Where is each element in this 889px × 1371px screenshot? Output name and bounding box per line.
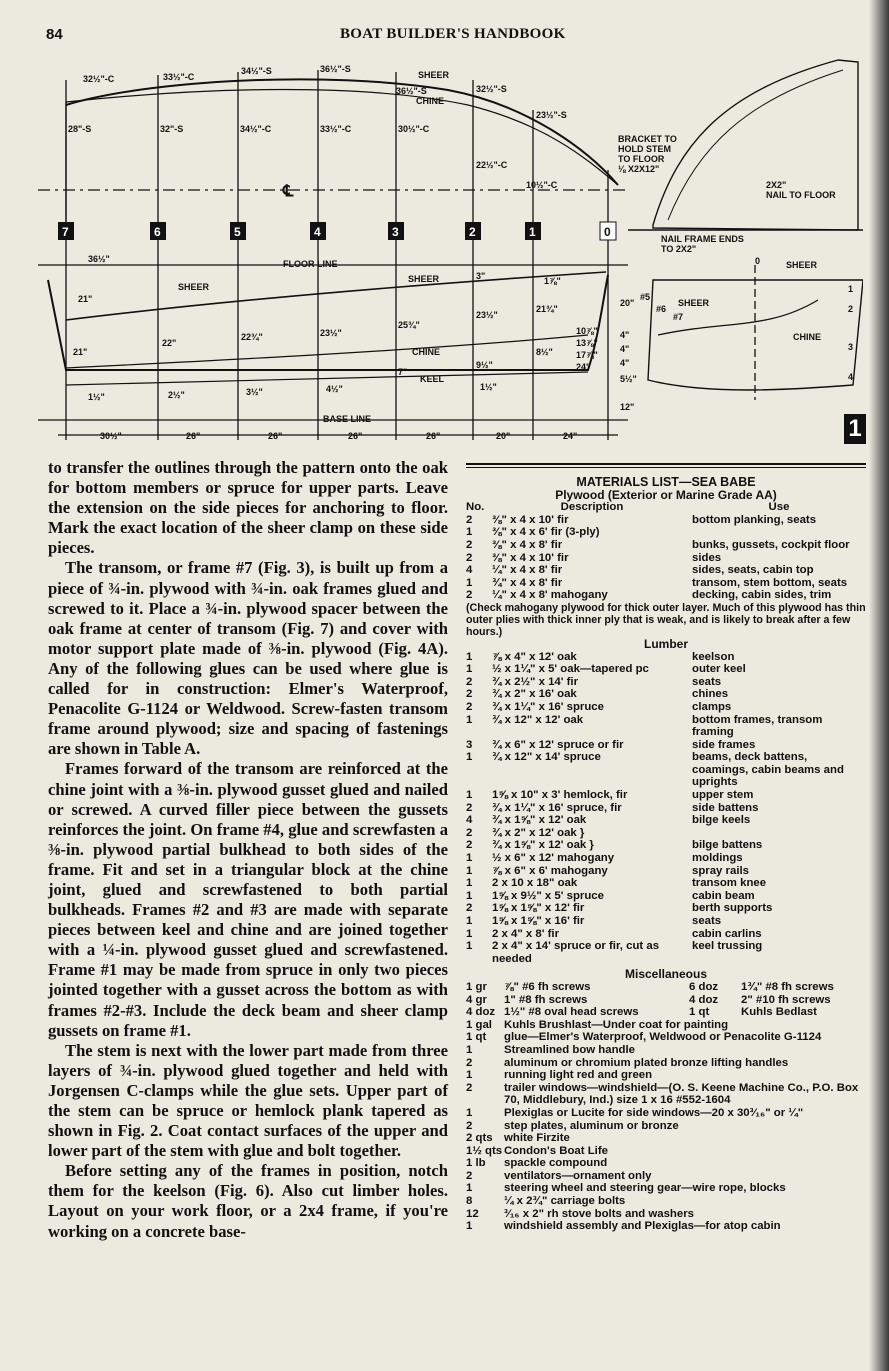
description: ⅜" x 4 x 10' fir	[492, 551, 569, 564]
quantity: 1	[466, 1182, 473, 1195]
quantity: 12	[466, 1207, 479, 1220]
description: ¼" x 4 x 8' mahogany	[492, 589, 608, 602]
use: keel trussing	[692, 940, 763, 953]
body-plan-label: CHINE	[793, 332, 822, 342]
dim-label: 10½"-C	[526, 180, 558, 190]
item: white Firzite	[504, 1132, 570, 1145]
dim-label: 32"-S	[160, 124, 184, 134]
chine-label: CHINE	[416, 96, 445, 106]
quantity: 1 qt	[466, 1031, 487, 1044]
use: cabin beam	[692, 889, 755, 902]
description: 1⅝ x 1⅝" x 16' fir	[492, 915, 585, 927]
quantity: 1	[466, 864, 473, 877]
paragraph: to transfer the outlines through the pattern onto the oak for bottom members or spruce for upper parts. Leave the extension on the side pieces for anchoring to floor. Mark the exact location of the sheer clamp on these side pieces.	[48, 458, 448, 558]
dim-label: 36½"-S	[396, 86, 427, 96]
body-plan-label: 3	[848, 342, 854, 352]
rule	[466, 463, 866, 465]
material-row	[466, 564, 866, 577]
material-row	[466, 852, 866, 865]
misc-pair-row	[466, 1006, 866, 1019]
lumber-list	[466, 651, 866, 966]
quantity: 1	[466, 1220, 473, 1233]
description: ⅞ x 4" x 12' oak	[492, 650, 577, 663]
quantity: 2	[466, 1169, 473, 1182]
paragraph: Frames forward of the transom are reinforced at the chine joint with a ⅜-in. plywood gusset glued and nailed or screwed. A curved filler piece between the gussets reinforces the joint. On frame #4, glue and screwfasten a ⅜-in. plywood partial bulkhead to both sides of the frame. Fit and set in a triangular block at the chine joint, glued and screwfastened to both partial bulkheads. Frames #2 and #3 are made with separate pieces between keel and chine and are joined together with a ¼-in. plywood gusset glued and screwfastened. Frame #1 may be made from spruce in only two pieces jointed together with a gusset across the bottom as with frames #2-#3. Include the deck beam and sheer clamp gussets on frame #1.	[48, 759, 448, 1040]
dim-label: 26"	[348, 431, 363, 441]
quantity: 1	[466, 877, 473, 890]
description: ⅜" x 4 x 10' fir	[492, 513, 569, 526]
dim-label: 34½"-C	[240, 124, 272, 134]
paragraph: The stem is next with the lower part made from three layers of ¾-in. plywood glued together and held with Jorgensen C-clamps while the glue sets. Upper part of the stem can be spruce or hemlock plank tapered as shown in Fig. 2. Coat contact surfaces of the upper and lower part of the stem with glue and bolt together.	[48, 1040, 448, 1161]
dim-label: 5½"	[620, 374, 637, 384]
material-row	[466, 877, 866, 890]
use: transom, stem bottom, seats	[692, 576, 848, 589]
use: spray rails	[692, 864, 749, 877]
dim-label: 23½"	[320, 328, 342, 338]
description: ¾ x 12" x 14' spruce	[492, 751, 601, 764]
quantity: 1	[466, 889, 473, 902]
material-row	[466, 577, 866, 590]
description: ¾ x 2½" x 14' fir	[492, 675, 578, 688]
quantity: 1½ qts	[466, 1144, 503, 1157]
use: cabin carlins	[692, 927, 762, 940]
material-row	[466, 526, 866, 539]
description: ¾ x 6" x 12' spruce or fir	[492, 738, 624, 751]
use: seats	[692, 675, 722, 688]
quantity: 2	[466, 675, 473, 688]
use: upper stem	[692, 789, 754, 802]
item: 1½" #8 oval head screws	[504, 1006, 639, 1019]
description: ¾ x 1¼" x 16' spruce	[492, 700, 604, 713]
material-row	[466, 890, 866, 903]
description: 2 x 10 x 18" oak	[492, 877, 578, 890]
dim-label: 2½"	[168, 390, 185, 400]
body-plan-label: 4	[848, 372, 854, 382]
dim-label: 33½"-C	[320, 124, 352, 134]
dim-label: 22½"-C	[476, 160, 508, 170]
dim-label: 12"	[620, 402, 635, 412]
use: clamps	[692, 700, 732, 713]
item: Kuhls Bedlast	[741, 1006, 817, 1019]
material-row	[466, 940, 866, 965]
dim-label: 24"	[576, 362, 591, 372]
dim-label: 4½"	[326, 384, 343, 394]
description: 1⅝ x 9½" x 5' spruce	[492, 889, 604, 902]
paragraph: The transom, or frame #7 (Fig. 3), is built up from a piece of ¾-in. plywood with ¾-in. oak frames glued and screwed to it. Place a ¾-in. plywood spacer between the oak frame at center of transom (Fig. 7) and cover with motor support plate made of ⅜-in. plywood (Fig. 4A). Any of the following glues can be used where glue is called for in construction: Elmer's Waterproof, Penacolite G-1124 or Weldwood. Screw-fasten transom frame around plywood; size and spacing of fastenings are shown in Table A.	[48, 558, 448, 759]
body-plan-label: #6	[656, 304, 667, 314]
frame-4-label: 4	[314, 225, 321, 239]
dim-label: 24"	[563, 431, 578, 441]
misc-pairs	[466, 981, 866, 1019]
plywood-note: (Check mahogany plywood for thick outer layer. Much of this plywood has thin outer plies with thick inner ply that is weak, and is likely to break after a few hours.)	[466, 601, 866, 638]
quantity: 1	[466, 713, 473, 726]
quantity: 2	[466, 826, 473, 839]
dim-label: 10⅞"	[576, 326, 598, 336]
material-row	[466, 589, 866, 602]
quantity: 1	[466, 1043, 473, 1056]
floor-line-label: FLOOR LINE	[283, 259, 338, 269]
use: seats	[692, 915, 722, 927]
item: step plates, aluminum or bronze	[504, 1119, 679, 1132]
item: 2" #10 fh screws	[741, 993, 831, 1006]
quantity: 2	[466, 538, 473, 551]
description: ¾ x 1⅝" x 12' oak	[492, 814, 587, 827]
use: bottom planking, seats	[692, 513, 817, 526]
quantity: 1 qt	[689, 1006, 710, 1019]
use: sides, seats, cabin top	[692, 564, 814, 577]
description: ⅞ x 6" x 6' mahogany	[492, 864, 608, 877]
item: steering wheel and steering gear—wire rope, blocks	[504, 1182, 786, 1195]
quantity: 1 gal	[466, 1018, 492, 1031]
use: berth supports	[692, 902, 773, 915]
misc-row	[466, 1120, 866, 1133]
frame-number-boxes	[58, 222, 616, 240]
use: outer keel	[692, 663, 746, 676]
quantity: 1	[466, 915, 473, 927]
item: ¼ x 2¾" carriage bolts	[504, 1195, 626, 1208]
page-edge-shadow	[869, 0, 889, 1371]
dim-label: 26"	[426, 431, 441, 441]
quantity: 2	[466, 688, 473, 701]
nail-frame-note: TO 2X2"	[661, 244, 697, 254]
dim-label: 20"	[496, 431, 511, 441]
body-text-column	[48, 458, 448, 1242]
dim-label: 4"	[620, 344, 630, 354]
quantity: 6 doz	[689, 980, 719, 993]
dim-label: 26"	[186, 431, 201, 441]
paragraph: Before setting any of the frames in position, notch them for the keelson (Fig. 6). Also cut limber holes. Layout on your work floor, or a 2x4 frame, if you're working on a concrete base-	[48, 1161, 448, 1241]
quantity: 1	[466, 940, 473, 953]
col-use: Use	[768, 501, 790, 514]
dim-label: 32½"-C	[83, 74, 115, 84]
quantity: 1	[466, 526, 473, 539]
col-desc: Description	[560, 501, 624, 514]
dim-label: 36½"	[88, 254, 110, 264]
description: ½ x 6" x 12' mahogany	[492, 852, 615, 865]
use: bottom frames, transom framing	[692, 713, 823, 739]
misc-row	[466, 1195, 866, 1208]
quantity: 2	[466, 1081, 473, 1094]
frame-2-label: 2	[469, 225, 476, 239]
use	[692, 526, 866, 539]
misc-row	[466, 1057, 866, 1070]
material-row	[466, 928, 866, 941]
frame-5-label: 5	[234, 225, 241, 239]
misc-row	[466, 1082, 866, 1107]
dim-label: 23½"-S	[536, 110, 567, 120]
frame-6-label: 6	[154, 225, 161, 239]
quantity: 1	[466, 751, 473, 764]
use: bunks, gussets, cockpit floor	[692, 538, 850, 551]
body-plan-label: #5	[640, 292, 651, 302]
material-row	[466, 663, 866, 676]
use: side frames	[692, 738, 756, 751]
dim-label: 3½"	[246, 387, 263, 397]
use: transom knee	[692, 877, 767, 890]
description: 1⅝ x 10" x 3' hemlock, fir	[492, 789, 628, 802]
dim-label: 34½"-S	[241, 66, 272, 76]
quantity: 1 gr	[466, 980, 487, 993]
quantity: 2	[466, 801, 473, 814]
material-row	[466, 714, 866, 739]
use: sides	[692, 551, 722, 564]
quantity: 2	[466, 513, 473, 526]
dim-label: 28"-S	[68, 124, 92, 134]
dim-label: 21¾"	[536, 304, 558, 314]
sheer-label: SHEER	[418, 70, 450, 80]
misc-list	[466, 1019, 866, 1233]
description: ¼" x 4 x 8' fir	[492, 564, 563, 577]
misc-row	[466, 1170, 866, 1183]
misc-row	[466, 1031, 866, 1044]
quantity: 2	[466, 1056, 473, 1069]
sheer-label: SHEER	[408, 274, 440, 284]
use	[692, 827, 866, 840]
quantity: 4 gr	[466, 993, 487, 1006]
material-row	[466, 839, 866, 852]
nail-note: 2X2"	[766, 180, 787, 190]
quantity: 1	[466, 576, 473, 589]
dim-label: 30½"	[100, 431, 122, 441]
base-line-label: BASE LINE	[323, 414, 372, 424]
misc-row	[466, 1220, 866, 1233]
dim-label: 20"	[620, 298, 635, 308]
misc-row	[466, 1145, 866, 1158]
centerline-symbol: ℄	[283, 183, 294, 200]
quantity: 1	[466, 650, 473, 663]
material-row	[466, 514, 866, 527]
dim-label: 21"	[73, 347, 88, 357]
material-row	[466, 701, 866, 714]
use: moldings	[692, 852, 743, 865]
body-plan-label: 0	[755, 256, 761, 266]
dim-label: 17⅞"	[576, 350, 598, 360]
dim-label: 13⅞"	[576, 338, 598, 348]
quantity: 2	[466, 1119, 473, 1132]
material-row	[466, 827, 866, 840]
page-number: 84	[46, 26, 63, 43]
material-row	[466, 802, 866, 815]
dim-label: 25¾"	[398, 320, 420, 330]
quantity: 8	[466, 1195, 473, 1208]
bracket-note: TO FLOOR	[618, 154, 665, 164]
material-row	[466, 915, 866, 928]
materials-list	[466, 472, 866, 1233]
quantity: 4 doz	[466, 1006, 496, 1019]
item: windshield assembly and Plexiglas—for atop cabin	[504, 1220, 781, 1233]
use: keelson	[692, 650, 735, 663]
quantity: 2 qts	[466, 1132, 493, 1145]
misc-row	[466, 1182, 866, 1195]
item: ventilators—ornament only	[504, 1169, 652, 1182]
body-plan-label: SHEER	[678, 298, 710, 308]
bracket-note: ⅛ X2X12"	[618, 164, 660, 174]
use: chines	[692, 688, 729, 701]
body-plan-label: 1	[848, 284, 854, 294]
running-title: BOAT BUILDER'S HANDBOOK	[340, 26, 566, 42]
quantity: 4 doz	[689, 993, 719, 1006]
dim-label: 1½"	[88, 392, 105, 402]
item: Streamlined bow handle	[504, 1043, 636, 1056]
frame-0-label: 0	[604, 225, 611, 239]
description: ⅜" x 4 x 6' fir (3-ply)	[492, 526, 600, 539]
body-plan-label: SHEER	[786, 260, 818, 270]
description: ¾ x 2" x 16' oak	[492, 688, 577, 701]
description: ¾" x 4 x 8' fir	[492, 576, 563, 589]
misc-row	[466, 1044, 866, 1057]
dim-label: 9½"	[476, 360, 493, 370]
nail-frame-note: NAIL FRAME ENDS	[661, 234, 744, 244]
quantity: 2	[466, 902, 473, 915]
quantity: 3	[466, 738, 473, 751]
quantity: 2	[466, 551, 473, 564]
item: trailer windows—windshield—(O. S. Keene Machine Co., P.O. Box 70, Middlebury, Ind.) size 1 x 16 #552-1604	[504, 1081, 859, 1107]
material-row	[466, 739, 866, 752]
material-row	[466, 865, 866, 878]
item: ⅞" #6 fh screws	[504, 980, 591, 993]
materials-title: MATERIALS LIST—SEA BABE	[576, 475, 756, 489]
quantity: 1	[466, 852, 473, 865]
dim-label: 4"	[620, 330, 630, 340]
quantity: 1	[466, 927, 473, 940]
misc-row	[466, 1107, 866, 1120]
item: glue—Elmer's Waterproof, Weldwood or Penacolite G-1124	[504, 1031, 822, 1044]
quantity: 1	[466, 789, 473, 802]
use: side battens	[692, 801, 759, 814]
item: Plexiglas or Lucite for side windows—20 x 30³⁄₁₆" or ¼"	[504, 1106, 804, 1119]
item: spackle compound	[504, 1157, 608, 1170]
dim-label: 1½"	[480, 382, 497, 392]
lumber-heading: Lumber	[643, 636, 688, 651]
item: Condon's Boat Life	[504, 1144, 608, 1157]
description: ¾ x 1⅝" x 12' oak }	[492, 839, 594, 852]
keel-label: KEEL	[420, 374, 445, 384]
dim-label: 33½"-C	[163, 72, 195, 82]
dim-label: 3"	[476, 271, 486, 281]
quantity: 1 lb	[466, 1157, 486, 1170]
chine-label: CHINE	[412, 347, 441, 357]
frame-1-label: 1	[529, 225, 536, 239]
frame-3-label: 3	[392, 225, 399, 239]
material-row	[466, 539, 866, 552]
item: 1¾" #8 fh screws	[741, 980, 834, 993]
quantity: 2	[466, 589, 473, 602]
material-row	[466, 651, 866, 664]
material-row	[466, 676, 866, 689]
item: aluminum or chromium plated bronze lifting handles	[504, 1056, 789, 1069]
item: running light red and green	[504, 1069, 653, 1082]
dim-label: 32½"-S	[476, 84, 507, 94]
col-no: No.	[466, 501, 485, 514]
material-row	[466, 789, 866, 802]
dim-label: 8½"	[536, 347, 553, 357]
quantity: 1	[466, 1069, 473, 1082]
quantity: 1	[466, 1106, 473, 1119]
dim-label: 36½"-S	[320, 64, 351, 74]
material-row	[466, 552, 866, 565]
misc-heading: Miscellaneous	[624, 967, 708, 982]
dim-label: 23½"	[476, 310, 498, 320]
quantity: 1	[466, 663, 473, 676]
misc-row	[466, 1132, 866, 1145]
quantity: 4	[466, 814, 473, 827]
dim-label: 30½"-C	[398, 124, 430, 134]
description: ¾ x 12" x 12' oak	[492, 713, 584, 726]
material-row	[466, 814, 866, 827]
misc-row	[466, 1019, 866, 1032]
item: ³⁄₁₆ x 2" rh stove bolts and washers	[504, 1207, 694, 1220]
use: decking, cabin sides, trim	[692, 589, 832, 602]
quantity: 4	[466, 564, 473, 577]
material-row	[466, 751, 866, 789]
quantity: 2	[466, 839, 473, 852]
frame-7-label: 7	[62, 225, 69, 239]
column-headers	[466, 501, 866, 514]
bracket-note: HOLD STEM	[618, 144, 671, 154]
sheer-label: SHEER	[178, 282, 210, 292]
description: ¾ x 2" x 12' oak }	[492, 826, 585, 839]
use: bilge battens	[692, 839, 763, 852]
quantity: 2	[466, 700, 473, 713]
dim-label: 7"	[398, 367, 408, 377]
misc-row	[466, 1069, 866, 1082]
material-row	[466, 688, 866, 701]
dim-label: 22"	[162, 338, 177, 348]
misc-pair-row	[466, 981, 866, 994]
plywood-list	[466, 514, 866, 602]
use: beams, deck battens, coamings, cabin beams and uprights	[692, 751, 844, 789]
plywood-heading: Plywood (Exterior or Marine Grade AA)	[555, 487, 777, 502]
description: ⅜" x 4 x 8' fir	[492, 538, 563, 551]
dim-label: 4"	[620, 358, 630, 368]
dim-label: 26"	[268, 431, 283, 441]
body-plan-label: #7	[673, 312, 684, 322]
material-row	[466, 902, 866, 915]
use: bilge keels	[692, 814, 751, 827]
body-plan-label: 2	[848, 304, 854, 314]
bracket-note: BRACKET TO	[618, 134, 677, 144]
rule	[466, 467, 866, 468]
description: ¾ x 1¼" x 16' spruce, fir	[492, 801, 622, 814]
description: 2 x 4" x 14' spruce or fir, cut as needed	[492, 940, 660, 965]
description: 2 x 4" x 8' fir	[492, 927, 559, 940]
description: ½ x 1¼" x 5' oak—tapered pc	[492, 663, 649, 676]
misc-row	[466, 1157, 866, 1170]
dim-label: 1⅞"	[544, 276, 561, 286]
dim-label: 22¾"	[241, 332, 263, 342]
nail-note: NAIL TO FLOOR	[766, 190, 836, 200]
figure-number-badge: 1	[844, 414, 866, 444]
misc-row	[466, 1208, 866, 1221]
hull-plan-figure	[28, 50, 863, 450]
dim-label: 21"	[78, 294, 93, 304]
item: Kuhls Brushlast—Under coat for painting	[504, 1018, 729, 1031]
item: 1" #8 fh screws	[504, 993, 588, 1006]
description: 1⅝ x 1⅝" x 12' fir	[492, 902, 585, 915]
misc-pair-row	[466, 994, 866, 1007]
